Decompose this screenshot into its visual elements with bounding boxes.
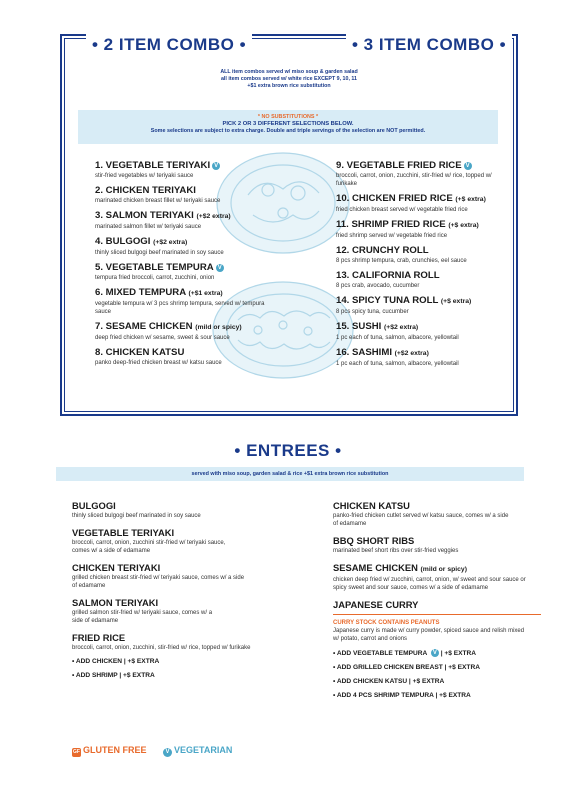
list-item bbox=[95, 262, 295, 282]
gluten-free-icon: GF bbox=[73, 749, 80, 755]
three-item-combo-title: • 3 ITEM COMBO • bbox=[346, 34, 512, 56]
item-name: 11. SHRIMP FRIED RICE bbox=[336, 219, 446, 230]
two-item-combo-list bbox=[95, 160, 295, 372]
item-description: 8 pcs crab, avocado, cucumber bbox=[336, 283, 420, 289]
item-name: CHICKEN KATSU bbox=[333, 500, 410, 511]
combo-note-line2: all item combos served w/ white rice EXCEPT 9, 10, 11 bbox=[220, 76, 357, 82]
item-name: 5. VEGETABLE TEMPURA bbox=[95, 262, 214, 273]
item-description: panko-fried chicken cutlet served w/ katsu sauce, comes w/ a side of edamame bbox=[333, 513, 509, 527]
list-item bbox=[72, 562, 282, 590]
no-substitutions: * NO SUBSTITUTIONS * bbox=[257, 114, 319, 120]
list-item bbox=[72, 527, 282, 555]
gluten-free-label: GLUTEN FREE bbox=[83, 745, 147, 755]
item-extra: (mild or spicy) bbox=[420, 566, 467, 573]
list-item bbox=[95, 160, 295, 180]
list-item bbox=[336, 160, 511, 188]
item-name: 8. CHICKEN KATSU bbox=[95, 347, 185, 358]
list-item bbox=[336, 193, 511, 214]
item-name: SESAME CHICKEN bbox=[333, 562, 418, 573]
addon-shrimp-tempura: • ADD 4 PCS SHRIMP TEMPURA | +$ EXTRA bbox=[333, 692, 471, 699]
list-item bbox=[95, 210, 295, 231]
item-description: chicken deep fried w/ zucchini, carrot, onion, w/ sweet and sour sauce or spicy sweet and sour sauce, comes w/ a side of edamame bbox=[333, 577, 526, 591]
item-name: 14. SPICY TUNA ROLL bbox=[336, 295, 439, 306]
list-item bbox=[336, 270, 511, 290]
item-extra: (+$ extra) bbox=[448, 222, 479, 229]
dietary-legend bbox=[72, 745, 232, 757]
item-description: fried chicken breast served w/ vegetable fried rice bbox=[336, 207, 468, 213]
addon-vegetable-tempura bbox=[333, 649, 533, 658]
item-description: fried shrimp served w/ vegetable fried rice bbox=[336, 233, 448, 239]
item-name: 15. SUSHI bbox=[336, 321, 382, 332]
item-description: tempura fried broccoli, carrot, zucchini, onion bbox=[95, 275, 215, 281]
addon-chicken: • ADD CHICKEN | +$ EXTRA bbox=[72, 658, 160, 665]
addon-grilled-chicken: • ADD GRILLED CHICKEN BREAST | +$ EXTRA bbox=[333, 664, 480, 671]
list-item bbox=[72, 597, 282, 625]
item-extra: (mild or spicy) bbox=[195, 324, 242, 331]
item-description: panko deep-fried chicken breast w/ katsu sauce bbox=[95, 360, 222, 366]
list-item bbox=[333, 535, 533, 555]
item-description: 1 pc each of tuna, salmon, albacore, yellowtail bbox=[336, 335, 459, 341]
item-name: 16. SASHIMI bbox=[336, 347, 392, 358]
list-item bbox=[95, 347, 295, 367]
list-item bbox=[95, 185, 295, 205]
curry-divider bbox=[333, 614, 541, 615]
item-name: FRIED RICE bbox=[72, 632, 126, 643]
vegetarian-icon: V bbox=[432, 650, 437, 656]
item-extra: (+$2 extra) bbox=[384, 324, 419, 331]
item-description: 8 pcs spicy tuna, cucumber bbox=[336, 309, 409, 315]
item-description: vegetable tempura w/ 3 pcs shrimp tempura, served w/ tempura sauce bbox=[95, 301, 265, 315]
item-description: stir-fried vegetables w/ teriyaki sauce bbox=[95, 173, 194, 179]
list-item bbox=[336, 219, 511, 240]
item-description: Japanese curry is made w/ curry powder, spiced sauce and relish mixed w/ potato, carrot and onions bbox=[333, 628, 525, 642]
list-item bbox=[336, 321, 511, 342]
item-name: 12. CRUNCHY ROLL bbox=[336, 245, 429, 256]
combo-note bbox=[60, 69, 518, 90]
vegetarian-label: VEGETARIAN bbox=[174, 745, 233, 755]
item-name: 3. SALMON TERIYAKI bbox=[95, 210, 194, 221]
item-name: CHICKEN TERIYAKI bbox=[72, 562, 161, 573]
addon-chicken-katsu: • ADD CHICKEN KATSU | +$ EXTRA bbox=[333, 678, 445, 685]
item-extra: (+$ extra) bbox=[455, 196, 486, 203]
item-description: grilled chicken breast stir-fried w/ teriyaki sauce, comes w/ a side of edamame bbox=[72, 575, 245, 589]
item-description: broccoli, carrot, onion, zucchini, stir-fried w/ rice, topped w/ furikake bbox=[336, 173, 492, 187]
three-item-combo-list bbox=[336, 160, 511, 373]
item-description: 1 pc each of tuna, salmon, albacore, yellowtail bbox=[336, 361, 459, 367]
pick-instructions: PICK 2 OR 3 DIFFERENT SELECTIONS BELOW. bbox=[222, 121, 354, 127]
item-description: thinly sliced bulgogi beef marinated in soy sauce bbox=[72, 513, 201, 519]
addon-label: • ADD VEGETABLE TEMPURA bbox=[333, 650, 428, 657]
vegetarian-icon: V bbox=[465, 163, 470, 169]
item-description: broccoli, carrot, onion, zucchini stir-fried w/ teriyaki sauce, comes w/ a side of edamame bbox=[72, 540, 226, 554]
substitution-box bbox=[78, 110, 498, 144]
item-name: 7. SESAME CHICKEN bbox=[95, 321, 193, 332]
entrees-info-bar: served with miso soup, garden salad & rice +$1 extra brown rice substitution bbox=[56, 467, 524, 481]
item-description: 8 pcs shrimp tempura, crab, crunchies, eel sauce bbox=[336, 258, 467, 264]
item-name: 10. CHICKEN FRIED RICE bbox=[336, 193, 453, 204]
item-extra: (+$ extra) bbox=[440, 298, 472, 305]
item-description: deep fried chicken w/ sesame, sweet & sour sauce bbox=[95, 335, 230, 341]
list-item bbox=[95, 236, 295, 257]
item-extra: (+$2 extra) bbox=[196, 213, 231, 220]
list-item bbox=[333, 562, 533, 592]
item-extra: (+$2 extra) bbox=[394, 350, 429, 357]
item-description: broccoli, carrot, onion, zucchini, stir-fried w/ rice, topped w/ furikake bbox=[72, 645, 251, 651]
curry-item bbox=[333, 599, 533, 700]
item-description: marinated beef short ribs over stir-fried veggies bbox=[333, 548, 459, 554]
item-extra: (+$1 extra) bbox=[188, 290, 223, 297]
item-description: grilled salmon stir-fried w/ teriyaki sauce, comes w/ a side of edamame bbox=[72, 610, 213, 624]
item-description: marinated chicken breast fillet w/ teriyaki sauce bbox=[95, 198, 221, 204]
item-name: 4. BULGOGI bbox=[95, 236, 151, 247]
entrees-right-list bbox=[333, 500, 533, 707]
item-name: JAPANESE CURRY bbox=[333, 599, 419, 610]
list-item bbox=[336, 245, 511, 265]
addon-shrimp: • ADD SHRIMP | +$ EXTRA bbox=[72, 672, 155, 679]
item-name: BULGOGI bbox=[72, 500, 116, 511]
item-description: thinly sliced bulgogi beef marinated in soy sauce bbox=[95, 250, 224, 256]
item-name: BBQ SHORT RIBS bbox=[333, 535, 415, 546]
entrees-title: • ENTREES • bbox=[234, 441, 342, 460]
peanut-warning: CURRY STOCK CONTAINS PEANUTS bbox=[333, 620, 440, 626]
vegetarian-icon: V bbox=[214, 163, 219, 169]
item-name: 1. VEGETABLE TERIYAKI bbox=[95, 160, 211, 171]
item-extra: (+$2 extra) bbox=[153, 239, 188, 246]
entrees-left-list bbox=[72, 500, 282, 687]
item-description: marinated salmon fillet w/ teriyaki sauce bbox=[95, 224, 202, 230]
list-item bbox=[95, 321, 295, 342]
combo-note-line3: +$1 extra brown rice substitution bbox=[247, 83, 331, 89]
item-name: 9. VEGETABLE FRIED RICE bbox=[336, 160, 462, 171]
item-name: SALMON TERIYAKI bbox=[72, 597, 159, 608]
vegetarian-icon: V bbox=[217, 265, 222, 271]
item-name: 13. CALIFORNIA ROLL bbox=[336, 270, 440, 281]
addon-price: | +$ EXTRA bbox=[438, 650, 477, 657]
item-name: 6. MIXED TEMPURA bbox=[95, 287, 186, 298]
list-item bbox=[333, 500, 533, 528]
list-item bbox=[72, 500, 282, 520]
list-item bbox=[72, 632, 282, 680]
list-item bbox=[336, 295, 511, 316]
combo-note-line1: ALL item combos served w/ miso soup & garden salad bbox=[220, 69, 358, 75]
selections-note: Some selections are subject to extra charge. Double and triple servings of the selection are NOT permitted. bbox=[150, 128, 426, 134]
item-name: 2. CHICKEN TERIYAKI bbox=[95, 185, 196, 196]
vegetarian-icon: V bbox=[163, 748, 172, 757]
item-name: VEGETABLE TERIYAKI bbox=[72, 527, 175, 538]
list-item bbox=[95, 287, 295, 316]
two-item-combo-title: • 2 ITEM COMBO • bbox=[86, 34, 252, 56]
list-item bbox=[336, 347, 511, 368]
